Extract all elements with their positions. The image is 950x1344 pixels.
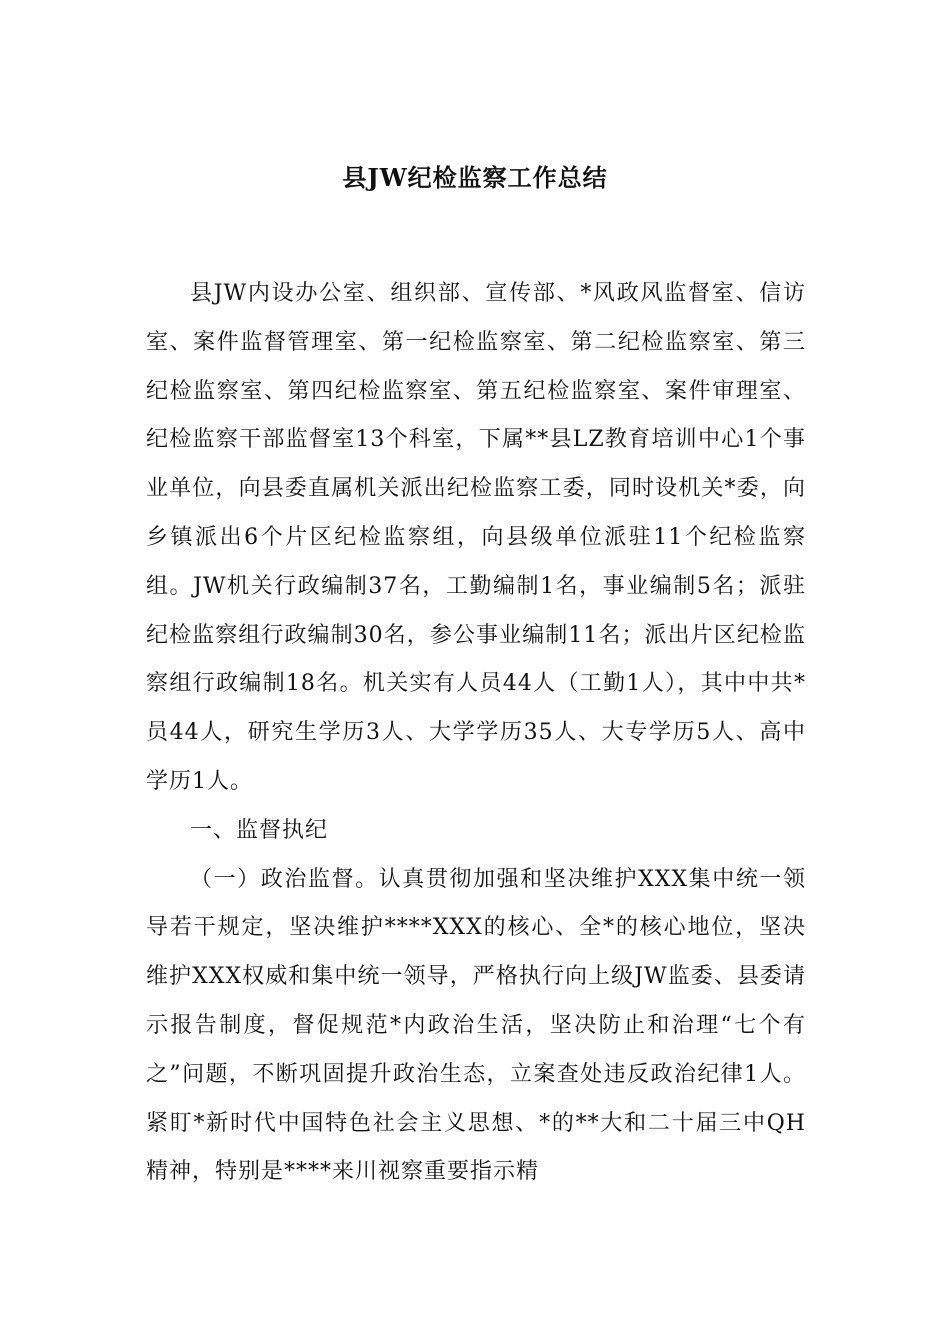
paragraph-political-supervision: （一）政治监督。认真贯彻加强和坚决维护XXX集中统一领导若干规定，坚决维护****XXX的核心、全*的核心地位，坚决维护XXX权威和集中统一领导，严格执行向上级JW监委、县委请示报告制度，督促规范*内政治生活，坚决防止和治理“七个有之”问题，不断巩固提升政治生态，立案查处违反政治纪律1人。紧盯*新时代中国特色社会主义思想、*的**大和二十届三中QH精神，特别是****来川视察重要指示精	[146, 866, 806, 1185]
document-title: 县JW纪检监察工作总结	[342, 163, 608, 192]
section-heading-supervision: 一、监督执纪	[190, 817, 329, 843]
paragraph-org-structure: 县JW内设办公室、组织部、宣传部、*风政风监督室、信访室、案件监督管理室、第一纪检监察室、第二纪检监察室、第三纪检监察室、第四纪检监察室、第五纪检监察室、案件审理室、纪检监察干部监督室13个科室，下属**县LZ教育培训中心1个事业单位，向县委直属机关派出纪检监察工委，同时设机关*委，向乡镇派出6个片区纪检监察组，向县级单位派驻11个纪检监察组。JW机关行政编制37名，工勤编制1名，事业编制5名；派驻纪检监察组行政编制30名，参公事业编制11名；派出片区纪检监察组行政编制18名。机关实有人员44人（工勤1人），其中中共*员44人，研究生学历3人、大学学历35人、大专学历5人、高中学历1人。	[146, 281, 806, 794]
document-body	[146, 270, 806, 1197]
